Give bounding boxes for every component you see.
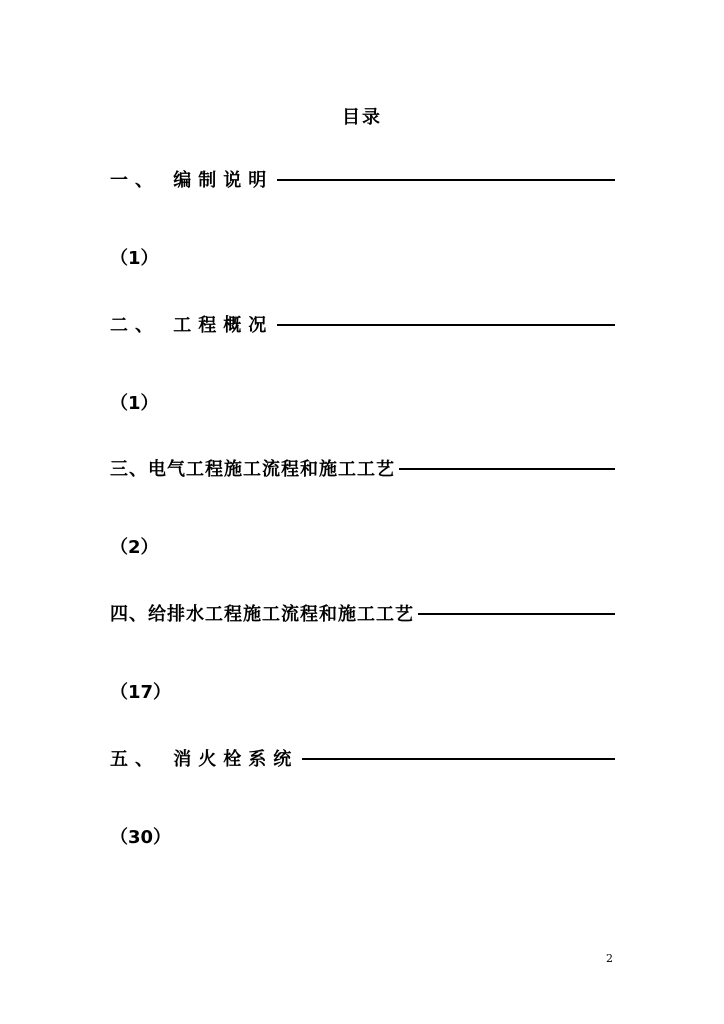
toc-entry-1[interactable] xyxy=(110,166,615,192)
toc-entry-page-4: （17） xyxy=(110,682,172,703)
page-number: 2 xyxy=(606,952,613,965)
toc-entry-label: 一、 编制说明 xyxy=(110,170,274,191)
toc-entry-label: 五、 消火栓系统 xyxy=(110,749,299,770)
toc-leader-line xyxy=(399,468,615,470)
toc-entry-page-3: （2） xyxy=(110,537,159,558)
toc-entry-2[interactable] xyxy=(110,311,615,337)
toc-leader-line xyxy=(277,324,615,326)
toc-title: 目录 xyxy=(342,107,382,128)
toc-leader-line xyxy=(277,179,615,181)
toc-entry-label: 三、电气工程施工流程和施工工艺 xyxy=(110,459,395,480)
toc-entry-page-5: （30） xyxy=(110,827,172,848)
toc-entry-page-2: （1） xyxy=(110,393,159,414)
toc-entry-label: 二、 工程概况 xyxy=(110,315,274,336)
toc-entry-4[interactable] xyxy=(110,600,615,626)
toc-entry-page-1: （1） xyxy=(110,248,159,269)
toc-leader-line xyxy=(302,758,615,760)
toc-entry-5[interactable] xyxy=(110,745,615,771)
toc-entry-label: 四、给排水工程施工流程和施工工艺 xyxy=(110,604,414,625)
toc-entry-3[interactable] xyxy=(110,455,615,481)
toc-leader-line xyxy=(418,613,615,615)
